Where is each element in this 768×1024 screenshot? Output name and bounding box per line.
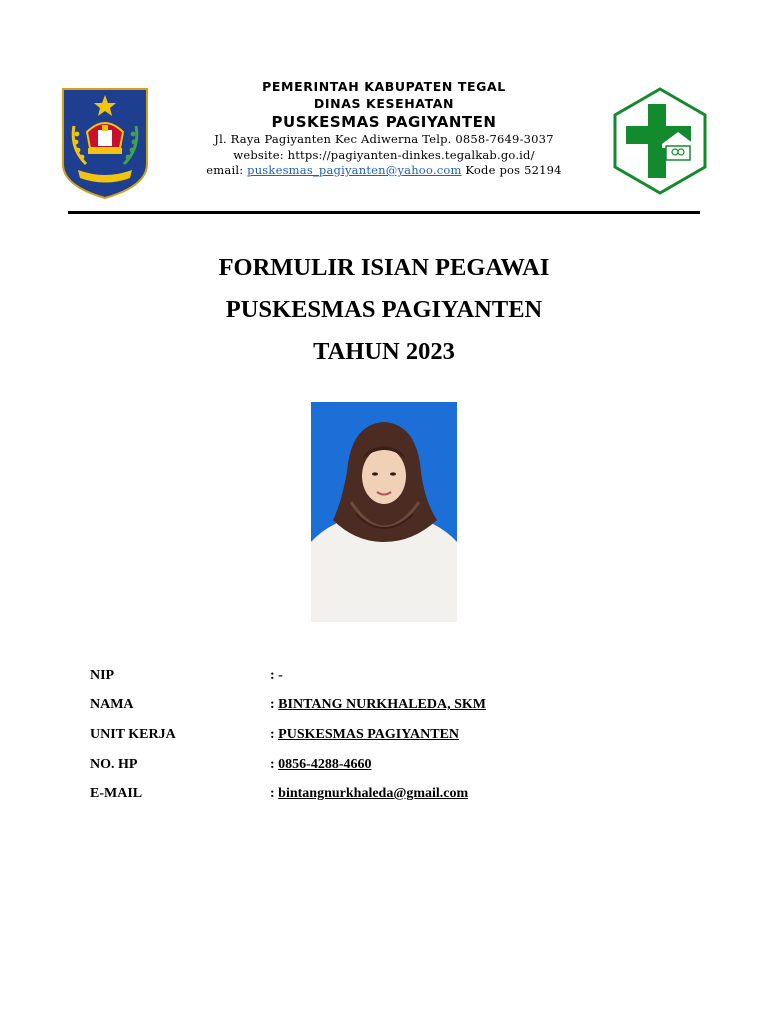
form-title-line3: TAHUN 2023 bbox=[313, 338, 455, 365]
email-link[interactable]: puskesmas_pagiyanten@yahoo.com bbox=[247, 163, 462, 177]
nip-label: NIP bbox=[90, 668, 115, 683]
unit-text: PUSKESMAS PAGIYANTEN bbox=[278, 727, 460, 742]
employee-photo bbox=[311, 402, 457, 622]
email-label: E-MAIL bbox=[90, 786, 143, 801]
letterhead-website: website: https://pagiyanten-dinkes.tegalkab.go.id/ bbox=[233, 147, 535, 162]
letterhead bbox=[150, 78, 618, 179]
email-value bbox=[270, 786, 468, 802]
unit-label: UNIT KERJA bbox=[90, 727, 176, 742]
form-title-line1: FORMULIR ISIAN PEGAWAI bbox=[218, 254, 550, 281]
name-value bbox=[270, 697, 486, 713]
letterhead-email-line bbox=[150, 163, 618, 179]
name-label: NAMA bbox=[90, 697, 134, 712]
unit-colon: : bbox=[270, 727, 279, 742]
kabupaten-tegal-logo bbox=[60, 86, 150, 200]
puskesmas-logo bbox=[612, 86, 708, 196]
phone-value bbox=[270, 757, 372, 773]
unit-value bbox=[270, 727, 459, 743]
phone-label: NO. HP bbox=[90, 757, 138, 772]
phone-text: 0856-4288-4660 bbox=[278, 757, 372, 772]
letterhead-department: DINAS KESEHATAN bbox=[313, 96, 455, 111]
phone-colon: : bbox=[270, 757, 279, 772]
form-title-line2: PUSKESMAS PAGIYANTEN bbox=[225, 296, 543, 323]
name-text: BINTANG NURKHALEDA, SKM bbox=[278, 697, 486, 712]
email-colon: : bbox=[270, 786, 279, 801]
letterhead-divider bbox=[68, 211, 700, 214]
postal-code: Kode pos 52194 bbox=[461, 163, 562, 177]
nip-value: : - bbox=[270, 668, 283, 683]
email-text: bintangnurkhaleda@gmail.com bbox=[278, 786, 469, 801]
letterhead-institution: PUSKESMAS PAGIYANTEN bbox=[271, 113, 497, 131]
letterhead-address: Jl. Raya Pagiyanten Kec Adiwerna Telp. 0858-7649-3037 bbox=[214, 132, 554, 146]
letterhead-government: PEMERINTAH KABUPATEN TEGAL bbox=[262, 79, 506, 94]
name-colon: : bbox=[270, 697, 279, 712]
email-prefix: email: bbox=[206, 163, 248, 177]
